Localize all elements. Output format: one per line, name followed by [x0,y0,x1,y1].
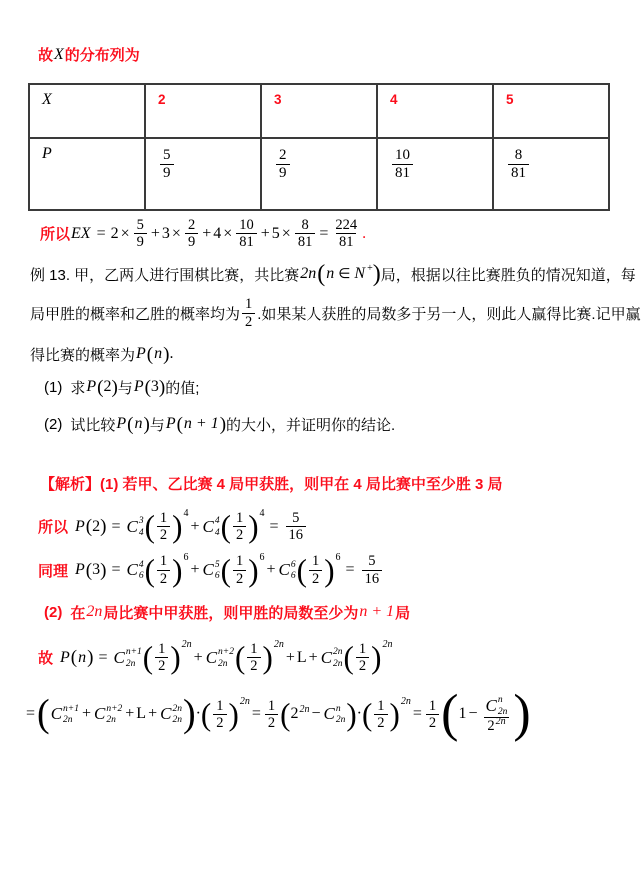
expectation-formula [40,217,642,250]
lparen: ( [176,413,183,436]
rparen: ) [346,696,357,733]
paren-group: ( n ) [127,413,150,436]
pn-formula [38,641,642,674]
rparen: ) [143,413,150,436]
question-number: (2) [44,415,63,433]
lparen: ( [317,261,326,288]
lparen: ( [220,552,231,588]
probability-fraction: $\frac{8}{81}$ [508,147,529,182]
coefficient: 4 [213,224,222,242]
exponent: 6 [335,551,341,563]
rparen: ) [163,343,170,366]
rparen: ) [87,646,94,669]
half-power-group: ( $\frac{1}{2}$ ) 6 [296,551,341,588]
eq-op: = [98,648,108,666]
cdot-op: · [195,705,201,723]
lparen: ( [97,376,104,399]
P-symbol: P [86,378,97,396]
rparen: ) [372,261,381,288]
lparen: ( [280,696,291,733]
dots-symbol: L [296,648,307,666]
distribution-table [28,83,610,211]
plus-op: + [266,561,276,579]
binomial-C-2n-n: C n 2n [485,695,508,717]
times-op: × [281,224,291,242]
P-symbol: P [165,415,176,433]
paren-group: ( n ) [70,646,94,669]
cdot-op: · [356,705,362,723]
problem-line3 [30,344,642,365]
difference-paren-group [280,696,357,733]
formula-prefix: 同理 [38,562,69,580]
half-power-group: ( $\frac{1}{2}$ ) 6 [144,551,189,588]
element-of-symbol: ∈ [338,266,351,282]
lparen: ( [142,639,154,676]
sum-paren-group [37,692,196,736]
power-base-2: $2^{2n}$ [290,704,310,723]
intro-prefix: 故 [38,47,54,64]
paren-group: ( 2 ) [85,515,107,538]
rparen: ) [172,552,183,588]
final-simplification-formula [24,684,642,743]
period: . [362,224,367,242]
x-value: 5 [506,92,514,107]
binomial-C-2n-n: C n 2n [323,703,346,726]
half-power-group: ( $\frac{1}{2}$ ) 2n [142,639,192,676]
lparen: ( [343,639,354,676]
problem-text: .如果某人获胜的局数多于另一人，则此人赢得比赛.记甲赢 [257,305,641,323]
lparen: ( [70,646,78,669]
lparen: ( [144,508,155,545]
binomial-C-2n-2n: C 2n 2n [320,647,343,669]
P-symbol: P [75,561,85,579]
eq-op: = [111,517,121,535]
rparen: ) [228,696,239,733]
probability-fraction: $\frac{5}{9}$ [160,147,174,182]
ex-symbol: EX [71,224,91,242]
binomial-C-6-4: C 4 6 [126,559,144,582]
result-fraction: $\frac{5}{16}$ [286,510,307,543]
math-n-plus-1: n + 1 [359,603,395,621]
table-row-p [29,138,609,210]
plus-op: + [308,648,318,666]
exponent: 2n [181,639,192,651]
half-power-group: ( $\frac{1}{2}$ ) 2n [343,639,393,676]
question-text: 的大小，并证明你的结论. [226,416,396,434]
half-power-group: ( $\frac{1}{2}$ ) 2n [361,695,411,733]
paren-group: ( 3 ) [85,559,107,581]
lparen: ( [361,696,373,733]
probability-fraction: $\frac{10}{81}$ [392,147,413,182]
dots-symbol: L [136,705,147,723]
rparen: ) [170,639,181,676]
binomial-C-2n-n1: C n+1 2n [113,647,142,669]
rparen: ) [111,376,118,399]
exponent: 2n [299,704,310,716]
P-symbol: P [133,378,144,396]
rparen: ) [182,692,196,736]
probability-fraction: $\frac{2}{9}$ [276,147,290,182]
times-op: × [171,224,181,242]
question-text: 与 [117,379,133,397]
rparen: ) [248,552,259,588]
plus-op: + [285,648,295,666]
eq-op: = [319,224,329,242]
exponent: 2n [495,716,506,728]
binomial-C-2n-n2: C n+2 2n [205,647,234,669]
plus-op: + [125,705,135,723]
problem-line1 [30,262,642,286]
half-power-group: ( $\frac{1}{2}$ ) 6 [220,551,265,588]
superscript-plus: + [367,262,373,274]
exponent: 4 [183,508,189,520]
math-2n: 2n [86,603,103,621]
problem-line2 [30,296,642,329]
exponent: 2n [239,695,250,707]
part-number: (2) [44,603,63,621]
rparen: ) [172,508,183,545]
binomial-C-6-5: C 5 6 [202,559,220,582]
question-text: 的值; [165,379,200,397]
part-text: 在 [70,604,86,622]
rparen: ) [389,696,400,733]
P-symbol: P [116,415,127,433]
coefficient: 5 [271,224,280,242]
paren-group: ( n ) [146,343,170,366]
rparen: ) [262,639,273,676]
intro-suffix: 的分布列为 [64,47,140,64]
binomial-C-4-3: C 3 4 [126,516,144,538]
question-text: 与 [149,416,165,434]
term-fraction: $\frac{10}{81}$ [236,217,257,250]
distribution-intro-line [38,44,642,65]
paren-group: ( 3 ) [144,376,166,399]
formula-prefix: 所以 [40,226,71,244]
exponent: 2n [400,695,411,707]
rparen: ) [100,559,107,581]
exponent: 6 [259,551,265,563]
eq-op: = [96,224,106,242]
p2-formula [38,510,642,543]
exponent: 6 [183,551,189,563]
result-fraction: $\frac{224}{81}$ [335,217,358,251]
part-text: 局比赛中甲获胜，则甲胜的局数至少为 [103,604,359,622]
paren-group: ( n + 1 ) [176,413,227,436]
eq-op: = [251,705,261,723]
binomial-C-4-4: C 4 4 [202,516,220,538]
binomial-C-2n-n1: C n+1 2n [50,703,79,726]
P-symbol: P [136,345,146,363]
lparen: ( [200,696,212,733]
half-power-group: ( $\frac{1}{2}$ ) 2n [200,695,250,733]
plus-op: + [260,224,270,242]
x-value: 2 [158,92,166,107]
term-fraction: $\frac{8}{81}$ [295,217,316,250]
plus-op: + [190,561,200,579]
part-text: 局 [395,604,411,622]
P-symbol: P [60,648,70,666]
question-number: (1) [44,378,63,396]
rparen: ) [248,508,259,545]
question-text: 求 [70,379,86,397]
question-2 [44,414,642,435]
lparen: ( [144,376,151,399]
coefficient: 2 [110,224,119,242]
question-text: 试比较 [70,416,116,434]
lparen: ( [37,692,50,736]
exponent: 2n [382,639,393,651]
half-fraction: $\frac{1}{2}$ [242,296,255,329]
binomial-C-6-6: C 6 6 [278,559,296,582]
rparen: ) [100,515,107,538]
rparen: ) [158,376,166,399]
table-row-x [29,84,609,138]
minus-op: − [311,705,321,723]
coefficient: 3 [161,224,170,242]
eq-op: = [345,561,355,579]
plus-op: + [148,705,158,723]
half-power-group: ( $\frac{1}{2}$ ) 4 [220,508,265,545]
lparen: ( [296,552,307,588]
p3-formula [38,553,642,586]
plus-op: + [193,648,203,666]
p-header: P [42,145,52,162]
paren-group-n-in-N: ( n ∈ N + ) [317,261,381,288]
times-op: × [120,224,130,242]
problem-text: 局甲胜的概率和乙胜的概率均为 [30,305,241,323]
formula-prefix: 故 [38,650,54,668]
plus-op: + [202,224,212,242]
half-power-group: ( $\frac{1}{2}$ ) 4 [144,508,189,545]
rparen: ) [371,639,382,676]
question-1 [44,377,642,398]
times-op: × [223,224,233,242]
eq-op: = [26,705,36,723]
lparen: ( [234,639,246,676]
x-value: 3 [274,92,282,107]
nested-fraction: C n 2n $2^{2n}$ [485,695,508,735]
minus-op: − [468,705,478,723]
paren-group: ( 2 ) [97,376,118,399]
rparen: ) [324,552,335,588]
problem-text: 例 13. 甲，乙两人进行围棋比赛，共比赛 [30,266,300,284]
binomial-C-2n-2n: C 2n 2n [160,703,182,726]
half-fraction: $\frac{1}{2}$ [426,698,439,731]
lparen: ( [127,413,134,436]
solution-part2-statement [44,602,642,623]
lparen: ( [441,684,459,743]
period: . [169,345,174,363]
x-value: 4 [390,92,398,107]
lparen: ( [144,552,155,588]
exponent: 4 [259,508,265,520]
lparen: ( [146,343,154,366]
term-fraction: $\frac{2}{9}$ [185,217,198,250]
binomial-C-2n-n2: C n+2 2n [93,703,123,726]
plus-op: + [81,705,91,723]
math-solution-document [0,44,642,895]
lparen: ( [220,508,231,545]
result-fraction: $\frac{5}{16}$ [362,553,383,586]
formula-prefix: 所以 [38,519,69,537]
term-fraction: $\frac{5}{9}$ [134,217,147,250]
lparen: ( [85,559,93,581]
lparen: ( [85,515,93,538]
eq-op: = [412,705,422,723]
rparen: ) [513,684,531,743]
math-2n: 2n [300,265,317,283]
solution-header: 【解析】(1) 若甲、乙比赛 4 局甲获胜，则甲在 4 局比赛中至少胜 3 局 [40,475,503,493]
exponent: 2n [273,639,284,651]
eq-op: = [111,561,121,579]
plus-op: + [150,224,160,242]
plus-op: + [190,517,200,535]
problem-text: 得比赛的概率为 [30,346,136,364]
eq-op: = [269,517,279,535]
half-power-group: ( $\frac{1}{2}$ ) 2n [234,639,284,676]
random-variable-x: X [54,45,64,63]
x-header: X [42,91,52,108]
half-fraction: $\frac{1}{2}$ [265,698,278,731]
problem-text: 局，根据以往比赛胜负的情况知道，每 [380,266,636,284]
one-minus-paren-group: ( 1 − C n 2n $2^{2n}$ ) [441,684,531,743]
rparen: ) [219,413,227,436]
P-symbol: P [75,517,85,535]
